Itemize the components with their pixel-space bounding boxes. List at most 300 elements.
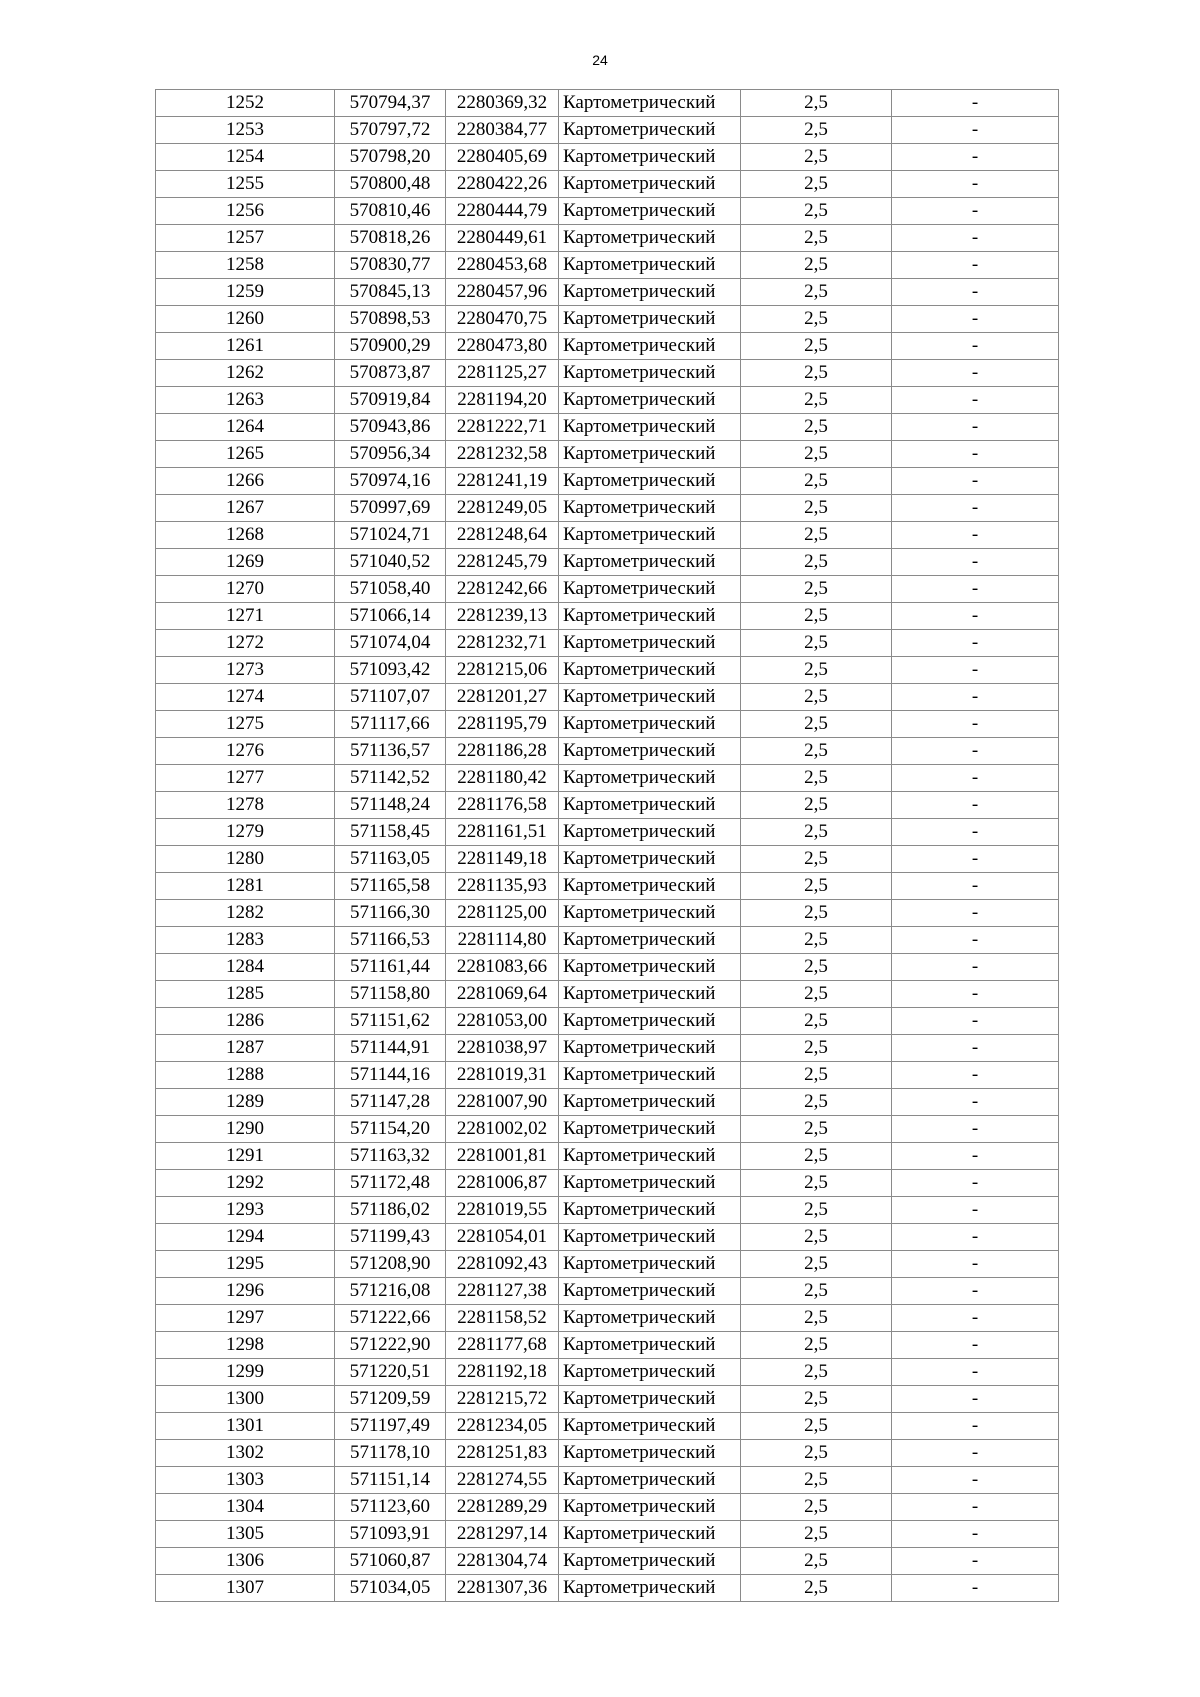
y-coordinate-cell: 2281234,05 [446, 1413, 559, 1440]
table-row [156, 387, 1059, 414]
method-cell: Картометрический [559, 495, 741, 522]
x-coordinate-cell: 571148,24 [335, 792, 446, 819]
method-cell: Картометрический [559, 873, 741, 900]
y-coordinate-cell: 2280453,68 [446, 252, 559, 279]
point-number-cell: 1264 [156, 414, 335, 441]
accuracy-cell: 2,5 [741, 1116, 892, 1143]
x-coordinate-cell: 571144,91 [335, 1035, 446, 1062]
x-coordinate-cell: 570794,37 [335, 90, 446, 117]
table-row [156, 1494, 1059, 1521]
point-number-cell: 1277 [156, 765, 335, 792]
table-row [156, 1035, 1059, 1062]
method-cell: Картометрический [559, 387, 741, 414]
accuracy-cell: 2,5 [741, 495, 892, 522]
accuracy-cell: 2,5 [741, 1413, 892, 1440]
x-coordinate-cell: 571034,05 [335, 1575, 446, 1602]
y-coordinate-cell: 2281249,05 [446, 495, 559, 522]
accuracy-cell: 2,5 [741, 1386, 892, 1413]
point-number-cell: 1271 [156, 603, 335, 630]
table-row [156, 225, 1059, 252]
method-cell: Картометрический [559, 1251, 741, 1278]
x-coordinate-cell: 571107,07 [335, 684, 446, 711]
point-number-cell: 1295 [156, 1251, 335, 1278]
y-coordinate-cell: 2281135,93 [446, 873, 559, 900]
accuracy-cell: 2,5 [741, 225, 892, 252]
x-coordinate-cell: 570956,34 [335, 441, 446, 468]
x-coordinate-cell: 571222,90 [335, 1332, 446, 1359]
table-row [156, 1170, 1059, 1197]
y-coordinate-cell: 2281307,36 [446, 1575, 559, 1602]
note-cell: - [892, 1521, 1059, 1548]
method-cell: Картометрический [559, 441, 741, 468]
table-row [156, 1224, 1059, 1251]
accuracy-cell: 2,5 [741, 1170, 892, 1197]
method-cell: Картометрический [559, 414, 741, 441]
note-cell: - [892, 1359, 1059, 1386]
note-cell: - [892, 1251, 1059, 1278]
accuracy-cell: 2,5 [741, 954, 892, 981]
table-row [156, 657, 1059, 684]
y-coordinate-cell: 2281194,20 [446, 387, 559, 414]
x-coordinate-cell: 571220,51 [335, 1359, 446, 1386]
table-row [156, 1305, 1059, 1332]
y-coordinate-cell: 2281251,83 [446, 1440, 559, 1467]
method-cell: Картометрический [559, 711, 741, 738]
method-cell: Картометрический [559, 927, 741, 954]
method-cell: Картометрический [559, 1062, 741, 1089]
accuracy-cell: 2,5 [741, 1305, 892, 1332]
y-coordinate-cell: 2281201,27 [446, 684, 559, 711]
y-coordinate-cell: 2280422,26 [446, 171, 559, 198]
method-cell: Картометрический [559, 306, 741, 333]
accuracy-cell: 2,5 [741, 441, 892, 468]
method-cell: Картометрический [559, 90, 741, 117]
accuracy-cell: 2,5 [741, 198, 892, 225]
table-row [156, 1008, 1059, 1035]
method-cell: Картометрический [559, 576, 741, 603]
y-coordinate-cell: 2280449,61 [446, 225, 559, 252]
table-row [156, 1251, 1059, 1278]
x-coordinate-cell: 570797,72 [335, 117, 446, 144]
y-coordinate-cell: 2281125,00 [446, 900, 559, 927]
table-row [156, 549, 1059, 576]
method-cell: Картометрический [559, 900, 741, 927]
note-cell: - [892, 171, 1059, 198]
note-cell: - [892, 333, 1059, 360]
method-cell: Картометрический [559, 1467, 741, 1494]
x-coordinate-cell: 570798,20 [335, 144, 446, 171]
y-coordinate-cell: 2281245,79 [446, 549, 559, 576]
x-coordinate-cell: 571172,48 [335, 1170, 446, 1197]
x-coordinate-cell: 571158,80 [335, 981, 446, 1008]
point-number-cell: 1299 [156, 1359, 335, 1386]
point-number-cell: 1284 [156, 954, 335, 981]
table-row [156, 954, 1059, 981]
x-coordinate-cell: 571058,40 [335, 576, 446, 603]
table-row [156, 1467, 1059, 1494]
table-row [156, 171, 1059, 198]
method-cell: Картометрический [559, 1386, 741, 1413]
note-cell: - [892, 1467, 1059, 1494]
method-cell: Картометрический [559, 684, 741, 711]
table-row [156, 522, 1059, 549]
table-row [156, 630, 1059, 657]
method-cell: Картометрический [559, 738, 741, 765]
point-number-cell: 1306 [156, 1548, 335, 1575]
table-row [156, 1278, 1059, 1305]
x-coordinate-cell: 571199,43 [335, 1224, 446, 1251]
x-coordinate-cell: 571222,66 [335, 1305, 446, 1332]
point-number-cell: 1294 [156, 1224, 335, 1251]
method-cell: Картометрический [559, 171, 741, 198]
point-number-cell: 1280 [156, 846, 335, 873]
x-coordinate-cell: 571158,45 [335, 819, 446, 846]
y-coordinate-cell: 2281242,66 [446, 576, 559, 603]
x-coordinate-cell: 571186,02 [335, 1197, 446, 1224]
x-coordinate-cell: 571151,14 [335, 1467, 446, 1494]
accuracy-cell: 2,5 [741, 1440, 892, 1467]
y-coordinate-cell: 2281019,55 [446, 1197, 559, 1224]
y-coordinate-cell: 2281177,68 [446, 1332, 559, 1359]
point-number-cell: 1254 [156, 144, 335, 171]
method-cell: Картометрический [559, 846, 741, 873]
y-coordinate-cell: 2281001,81 [446, 1143, 559, 1170]
point-number-cell: 1288 [156, 1062, 335, 1089]
accuracy-cell: 2,5 [741, 981, 892, 1008]
x-coordinate-cell: 570800,48 [335, 171, 446, 198]
point-number-cell: 1283 [156, 927, 335, 954]
note-cell: - [892, 819, 1059, 846]
note-cell: - [892, 522, 1059, 549]
y-coordinate-cell: 2281192,18 [446, 1359, 559, 1386]
y-coordinate-cell: 2280457,96 [446, 279, 559, 306]
point-number-cell: 1253 [156, 117, 335, 144]
table-row [156, 684, 1059, 711]
method-cell: Картометрический [559, 360, 741, 387]
note-cell: - [892, 387, 1059, 414]
accuracy-cell: 2,5 [741, 414, 892, 441]
note-cell: - [892, 792, 1059, 819]
y-coordinate-cell: 2280473,80 [446, 333, 559, 360]
y-coordinate-cell: 2281239,13 [446, 603, 559, 630]
note-cell: - [892, 1170, 1059, 1197]
method-cell: Картометрический [559, 549, 741, 576]
x-coordinate-cell: 570830,77 [335, 252, 446, 279]
x-coordinate-cell: 571117,66 [335, 711, 446, 738]
x-coordinate-cell: 571197,49 [335, 1413, 446, 1440]
note-cell: - [892, 1548, 1059, 1575]
method-cell: Картометрический [559, 765, 741, 792]
x-coordinate-cell: 571209,59 [335, 1386, 446, 1413]
accuracy-cell: 2,5 [741, 90, 892, 117]
note-cell: - [892, 927, 1059, 954]
point-number-cell: 1301 [156, 1413, 335, 1440]
note-cell: - [892, 1494, 1059, 1521]
method-cell: Картометрический [559, 522, 741, 549]
x-coordinate-cell: 570919,84 [335, 387, 446, 414]
x-coordinate-cell: 571216,08 [335, 1278, 446, 1305]
table-row [156, 144, 1059, 171]
point-number-cell: 1282 [156, 900, 335, 927]
note-cell: - [892, 198, 1059, 225]
note-cell: - [892, 414, 1059, 441]
table-row [156, 333, 1059, 360]
point-number-cell: 1262 [156, 360, 335, 387]
note-cell: - [892, 1116, 1059, 1143]
y-coordinate-cell: 2281232,71 [446, 630, 559, 657]
table-row [156, 792, 1059, 819]
method-cell: Картометрический [559, 198, 741, 225]
point-number-cell: 1296 [156, 1278, 335, 1305]
point-number-cell: 1292 [156, 1170, 335, 1197]
note-cell: - [892, 1035, 1059, 1062]
y-coordinate-cell: 2281006,87 [446, 1170, 559, 1197]
y-coordinate-cell: 2281127,38 [446, 1278, 559, 1305]
page-number: 24 [592, 52, 608, 68]
method-cell: Картометрический [559, 333, 741, 360]
note-cell: - [892, 549, 1059, 576]
table-row [156, 576, 1059, 603]
table-row [156, 711, 1059, 738]
accuracy-cell: 2,5 [741, 873, 892, 900]
x-coordinate-cell: 571024,71 [335, 522, 446, 549]
method-cell: Картометрический [559, 1521, 741, 1548]
accuracy-cell: 2,5 [741, 171, 892, 198]
accuracy-cell: 2,5 [741, 117, 892, 144]
point-number-cell: 1278 [156, 792, 335, 819]
table-row [156, 468, 1059, 495]
method-cell: Картометрический [559, 657, 741, 684]
point-number-cell: 1303 [156, 1467, 335, 1494]
y-coordinate-cell: 2281158,52 [446, 1305, 559, 1332]
note-cell: - [892, 657, 1059, 684]
table-row [156, 252, 1059, 279]
accuracy-cell: 2,5 [741, 522, 892, 549]
method-cell: Картометрический [559, 603, 741, 630]
accuracy-cell: 2,5 [741, 846, 892, 873]
note-cell: - [892, 441, 1059, 468]
x-coordinate-cell: 570943,86 [335, 414, 446, 441]
point-number-cell: 1257 [156, 225, 335, 252]
table-row [156, 90, 1059, 117]
method-cell: Картометрический [559, 981, 741, 1008]
table-row [156, 441, 1059, 468]
accuracy-cell: 2,5 [741, 1008, 892, 1035]
y-coordinate-cell: 2280369,32 [446, 90, 559, 117]
method-cell: Картометрический [559, 1008, 741, 1035]
accuracy-cell: 2,5 [741, 1143, 892, 1170]
x-coordinate-cell: 571093,91 [335, 1521, 446, 1548]
x-coordinate-cell: 570810,46 [335, 198, 446, 225]
method-cell: Картометрический [559, 1224, 741, 1251]
point-number-cell: 1297 [156, 1305, 335, 1332]
point-number-cell: 1265 [156, 441, 335, 468]
note-cell: - [892, 306, 1059, 333]
x-coordinate-cell: 571074,04 [335, 630, 446, 657]
point-number-cell: 1285 [156, 981, 335, 1008]
y-coordinate-cell: 2281304,74 [446, 1548, 559, 1575]
method-cell: Картометрический [559, 468, 741, 495]
method-cell: Картометрический [559, 1548, 741, 1575]
table-row [156, 198, 1059, 225]
table-row [156, 981, 1059, 1008]
table-row [156, 1116, 1059, 1143]
accuracy-cell: 2,5 [741, 468, 892, 495]
point-number-cell: 1298 [156, 1332, 335, 1359]
y-coordinate-cell: 2281125,27 [446, 360, 559, 387]
y-coordinate-cell: 2281232,58 [446, 441, 559, 468]
note-cell: - [892, 468, 1059, 495]
point-number-cell: 1305 [156, 1521, 335, 1548]
note-cell: - [892, 1008, 1059, 1035]
note-cell: - [892, 144, 1059, 171]
coordinates-table [155, 89, 1059, 1602]
point-number-cell: 1302 [156, 1440, 335, 1467]
y-coordinate-cell: 2281083,66 [446, 954, 559, 981]
table-row [156, 1332, 1059, 1359]
note-cell: - [892, 873, 1059, 900]
x-coordinate-cell: 571066,14 [335, 603, 446, 630]
point-number-cell: 1290 [156, 1116, 335, 1143]
note-cell: - [892, 1089, 1059, 1116]
y-coordinate-cell: 2280470,75 [446, 306, 559, 333]
x-coordinate-cell: 570900,29 [335, 333, 446, 360]
point-number-cell: 1287 [156, 1035, 335, 1062]
y-coordinate-cell: 2281215,06 [446, 657, 559, 684]
note-cell: - [892, 279, 1059, 306]
accuracy-cell: 2,5 [741, 684, 892, 711]
table-row [156, 1548, 1059, 1575]
table-row [156, 117, 1059, 144]
note-cell: - [892, 1440, 1059, 1467]
y-coordinate-cell: 2280444,79 [446, 198, 559, 225]
y-coordinate-cell: 2281002,02 [446, 1116, 559, 1143]
table-row [156, 1575, 1059, 1602]
x-coordinate-cell: 571147,28 [335, 1089, 446, 1116]
accuracy-cell: 2,5 [741, 1062, 892, 1089]
note-cell: - [892, 738, 1059, 765]
note-cell: - [892, 630, 1059, 657]
y-coordinate-cell: 2281007,90 [446, 1089, 559, 1116]
table-row [156, 495, 1059, 522]
note-cell: - [892, 684, 1059, 711]
method-cell: Картометрический [559, 279, 741, 306]
y-coordinate-cell: 2281054,01 [446, 1224, 559, 1251]
table-row [156, 738, 1059, 765]
note-cell: - [892, 117, 1059, 144]
point-number-cell: 1273 [156, 657, 335, 684]
point-number-cell: 1274 [156, 684, 335, 711]
x-coordinate-cell: 570997,69 [335, 495, 446, 522]
method-cell: Картометрический [559, 1116, 741, 1143]
table-row [156, 873, 1059, 900]
point-number-cell: 1272 [156, 630, 335, 657]
y-coordinate-cell: 2280405,69 [446, 144, 559, 171]
table-row [156, 414, 1059, 441]
method-cell: Картометрический [559, 1197, 741, 1224]
y-coordinate-cell: 2281176,58 [446, 792, 559, 819]
x-coordinate-cell: 571123,60 [335, 1494, 446, 1521]
table-row [156, 603, 1059, 630]
x-coordinate-cell: 571040,52 [335, 549, 446, 576]
accuracy-cell: 2,5 [741, 738, 892, 765]
table-row [156, 1413, 1059, 1440]
x-coordinate-cell: 570898,53 [335, 306, 446, 333]
method-cell: Картометрический [559, 1305, 741, 1332]
table-row [156, 1359, 1059, 1386]
method-cell: Картометрический [559, 1413, 741, 1440]
accuracy-cell: 2,5 [741, 279, 892, 306]
point-number-cell: 1269 [156, 549, 335, 576]
note-cell: - [892, 1413, 1059, 1440]
point-number-cell: 1300 [156, 1386, 335, 1413]
note-cell: - [892, 1278, 1059, 1305]
x-coordinate-cell: 571093,42 [335, 657, 446, 684]
table-row [156, 279, 1059, 306]
accuracy-cell: 2,5 [741, 792, 892, 819]
y-coordinate-cell: 2281149,18 [446, 846, 559, 873]
point-number-cell: 1263 [156, 387, 335, 414]
accuracy-cell: 2,5 [741, 144, 892, 171]
y-coordinate-cell: 2281248,64 [446, 522, 559, 549]
point-number-cell: 1266 [156, 468, 335, 495]
point-number-cell: 1275 [156, 711, 335, 738]
accuracy-cell: 2,5 [741, 900, 892, 927]
note-cell: - [892, 1332, 1059, 1359]
note-cell: - [892, 1386, 1059, 1413]
y-coordinate-cell: 2281114,80 [446, 927, 559, 954]
table-row [156, 360, 1059, 387]
method-cell: Картометрический [559, 630, 741, 657]
table-row [156, 819, 1059, 846]
point-number-cell: 1304 [156, 1494, 335, 1521]
accuracy-cell: 2,5 [741, 387, 892, 414]
method-cell: Картометрический [559, 252, 741, 279]
point-number-cell: 1286 [156, 1008, 335, 1035]
accuracy-cell: 2,5 [741, 1035, 892, 1062]
x-coordinate-cell: 570873,87 [335, 360, 446, 387]
point-number-cell: 1268 [156, 522, 335, 549]
y-coordinate-cell: 2281274,55 [446, 1467, 559, 1494]
accuracy-cell: 2,5 [741, 1467, 892, 1494]
method-cell: Картометрический [559, 819, 741, 846]
y-coordinate-cell: 2281053,00 [446, 1008, 559, 1035]
x-coordinate-cell: 571151,62 [335, 1008, 446, 1035]
method-cell: Картометрический [559, 1089, 741, 1116]
note-cell: - [892, 711, 1059, 738]
point-number-cell: 1307 [156, 1575, 335, 1602]
x-coordinate-cell: 570818,26 [335, 225, 446, 252]
point-number-cell: 1261 [156, 333, 335, 360]
x-coordinate-cell: 571161,44 [335, 954, 446, 981]
method-cell: Картометрический [559, 1035, 741, 1062]
accuracy-cell: 2,5 [741, 1224, 892, 1251]
method-cell: Картометрический [559, 117, 741, 144]
y-coordinate-cell: 2280384,77 [446, 117, 559, 144]
note-cell: - [892, 1575, 1059, 1602]
x-coordinate-cell: 570974,16 [335, 468, 446, 495]
table-row [156, 1197, 1059, 1224]
note-cell: - [892, 1197, 1059, 1224]
accuracy-cell: 2,5 [741, 630, 892, 657]
accuracy-cell: 2,5 [741, 1197, 892, 1224]
note-cell: - [892, 1224, 1059, 1251]
accuracy-cell: 2,5 [741, 1278, 892, 1305]
accuracy-cell: 2,5 [741, 1575, 892, 1602]
note-cell: - [892, 603, 1059, 630]
table-row [156, 1143, 1059, 1170]
method-cell: Картометрический [559, 1278, 741, 1305]
